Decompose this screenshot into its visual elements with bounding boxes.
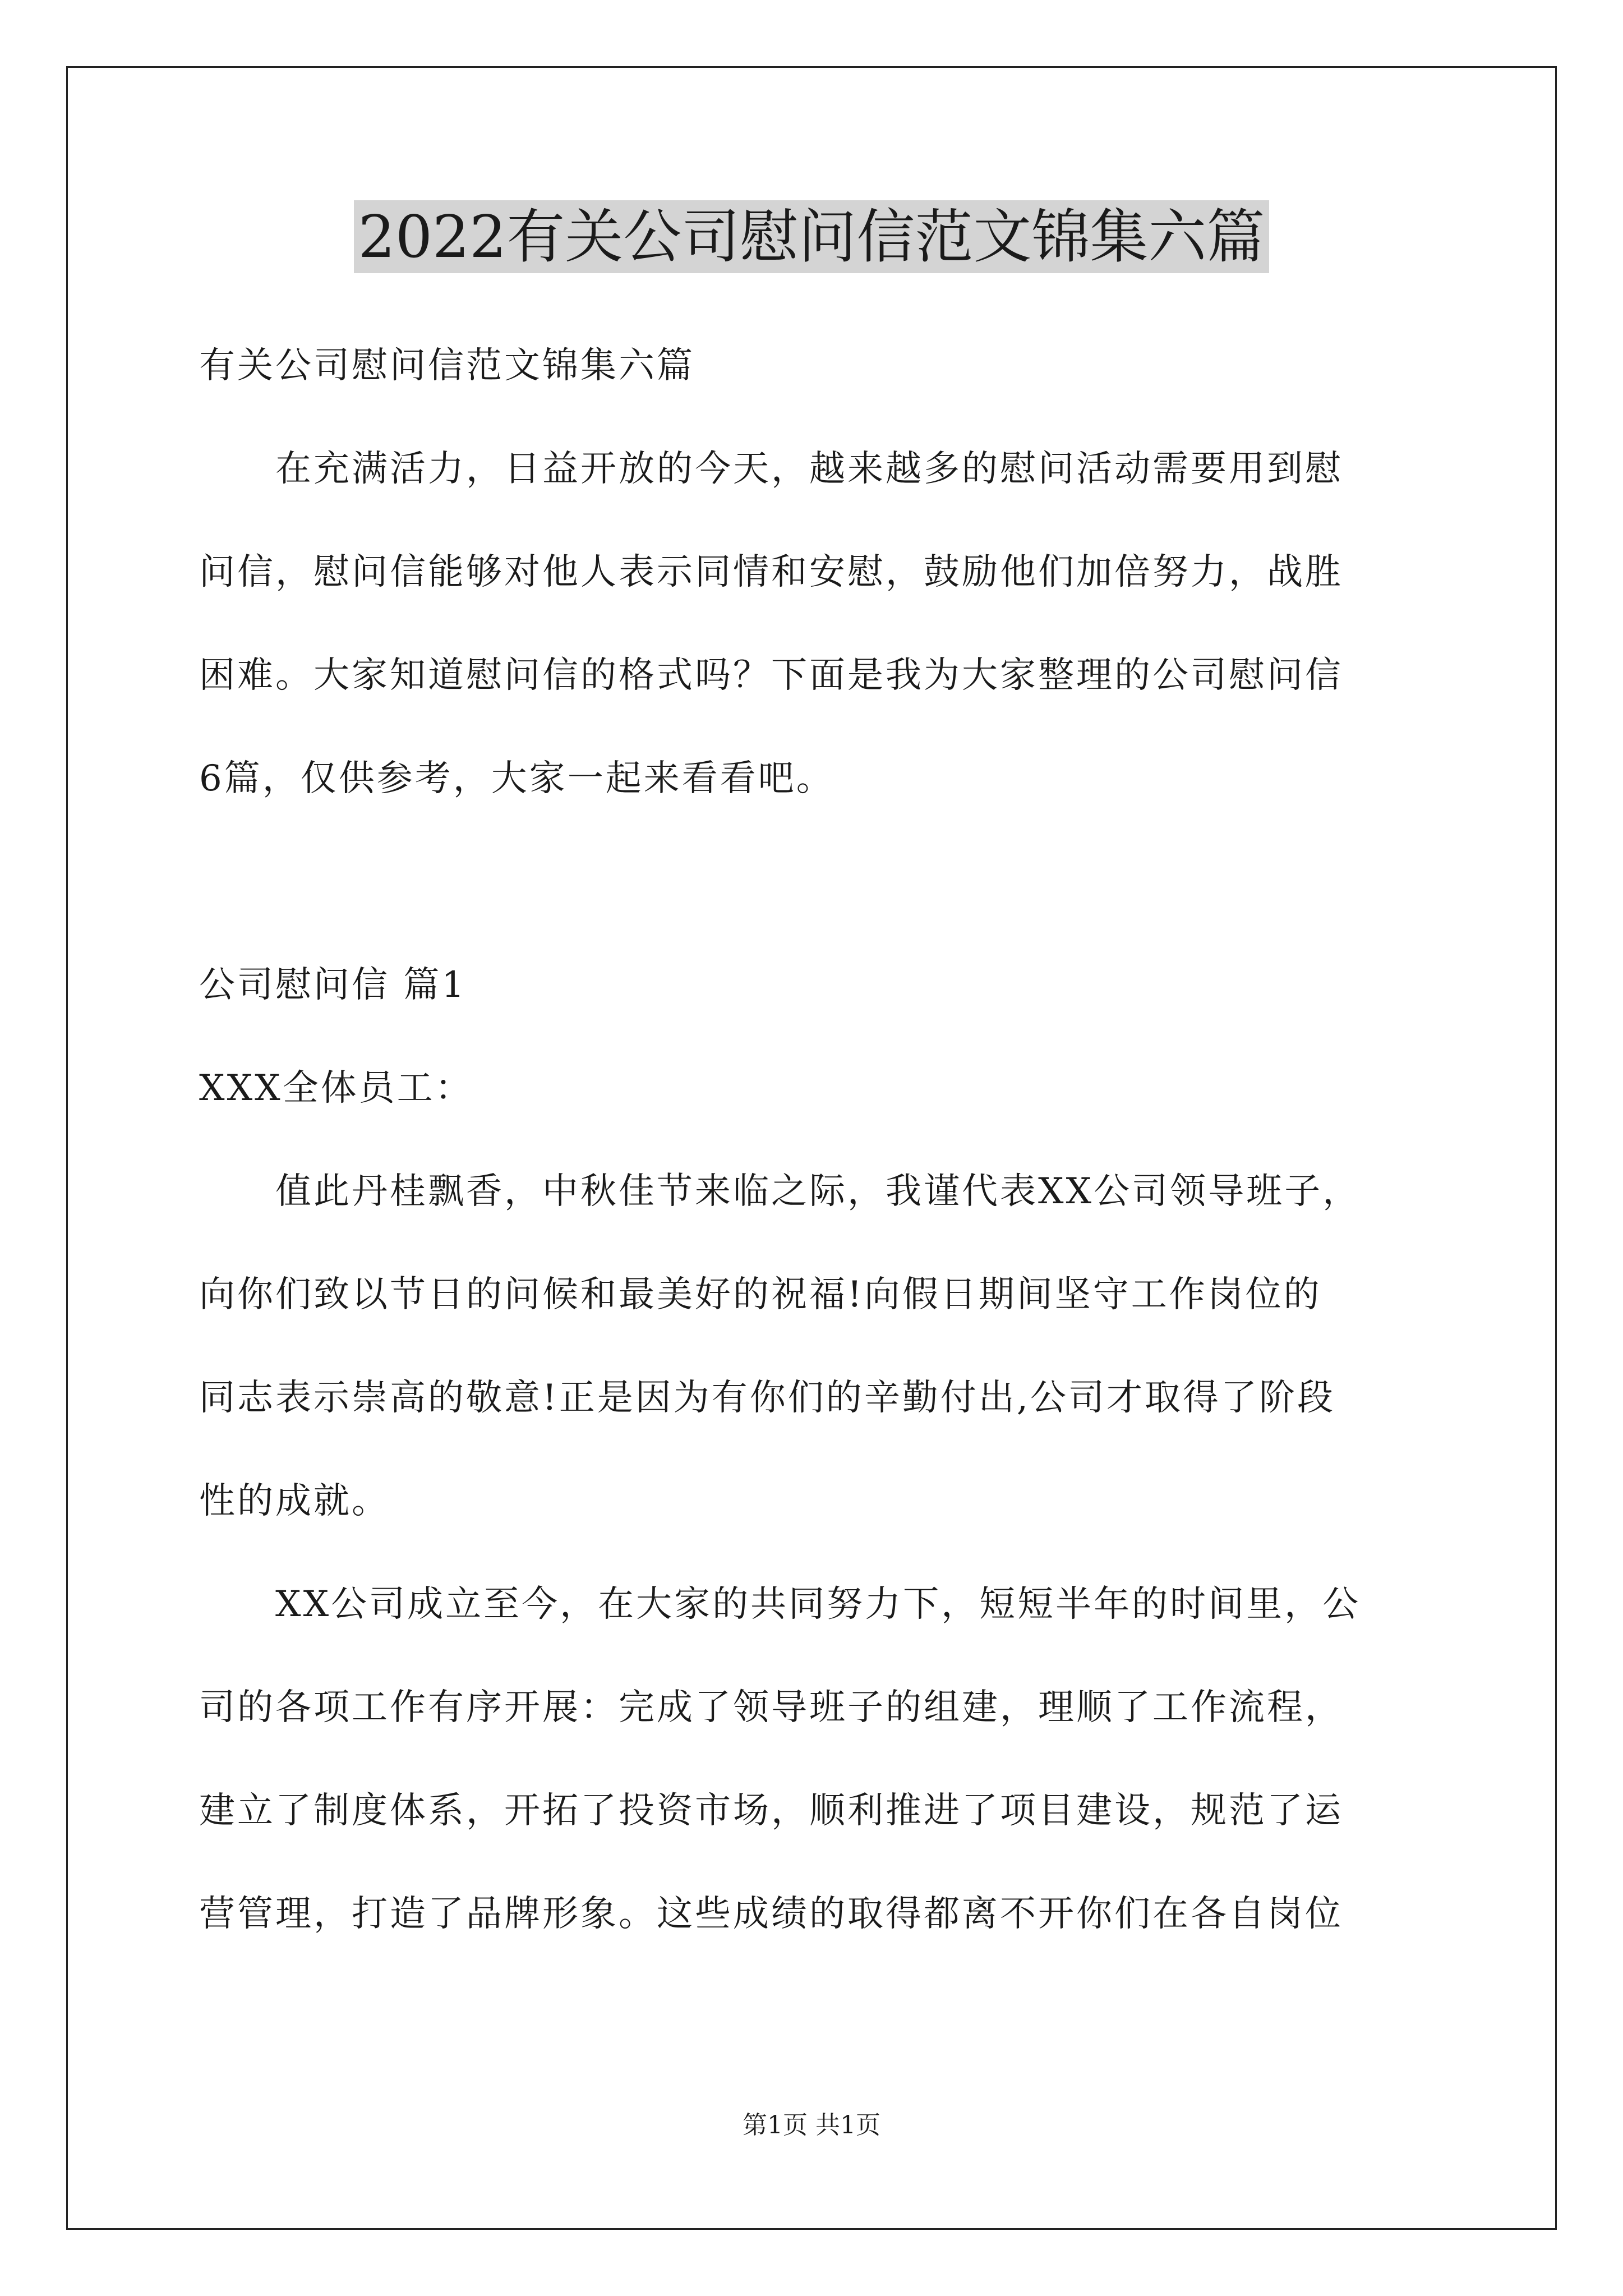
paragraph-line: 6篇，仅供参考，大家一起来看看吧。 — [199, 758, 834, 799]
paragraph-line: 问信，慰问信能够对他人表示同情和安慰，鼓励他们加倍努力，战胜 — [199, 551, 1343, 593]
paragraph-line: 司的各项工作有序开展：完成了领导班子的组建，理顺了工作流程， — [199, 1687, 1343, 1728]
paragraph-gap — [199, 830, 1444, 933]
subtitle-line: 有关公司慰问信范文锦集六篇 — [199, 345, 695, 386]
section-heading: 公司慰问信 篇1 — [199, 964, 467, 1006]
paragraph-line: 困难。大家知道慰问信的格式吗？下面是我为大家整理的公司慰问信 — [199, 655, 1343, 696]
page-footer: 第1页 共1页 — [743, 2111, 880, 2139]
paragraph-line: 建立了制度体系，开拓了投资市场，顺利推进了项目建设，规范了运 — [199, 1790, 1343, 1832]
paragraph-line: XX公司成立至今，在大家的共同努力下，短短半年的时间里，公 — [275, 1584, 1361, 1625]
paragraph-line: 值此丹桂飘香，中秋佳节来临之际，我谨代表XX公司领导班子， — [275, 1171, 1361, 1212]
paragraph-line: 性的成就。 — [199, 1480, 390, 1522]
paragraph-line: 在充满活力，日益开放的今天，越来越多的慰问活动需要用到慰 — [275, 448, 1343, 490]
paragraph-line: 同志表示崇高的敬意!正是因为有你们的辛勤付出,公司才取得了阶段 — [199, 1377, 1336, 1419]
title-text: 2022有关公司慰问信范文锦集六篇 — [354, 200, 1270, 273]
document-title — [0, 197, 1623, 276]
document-body — [199, 314, 1444, 1966]
paragraph-line: 向你们致以节日的问候和最美好的祝福!向假日期间坚守工作岗位的 — [199, 1274, 1322, 1315]
salutation-line: XXX全体员工： — [199, 1068, 473, 1109]
paragraph-line: 营管理，打造了品牌形象。这些成绩的取得都离不开你们在各自岗位 — [199, 1893, 1343, 1935]
